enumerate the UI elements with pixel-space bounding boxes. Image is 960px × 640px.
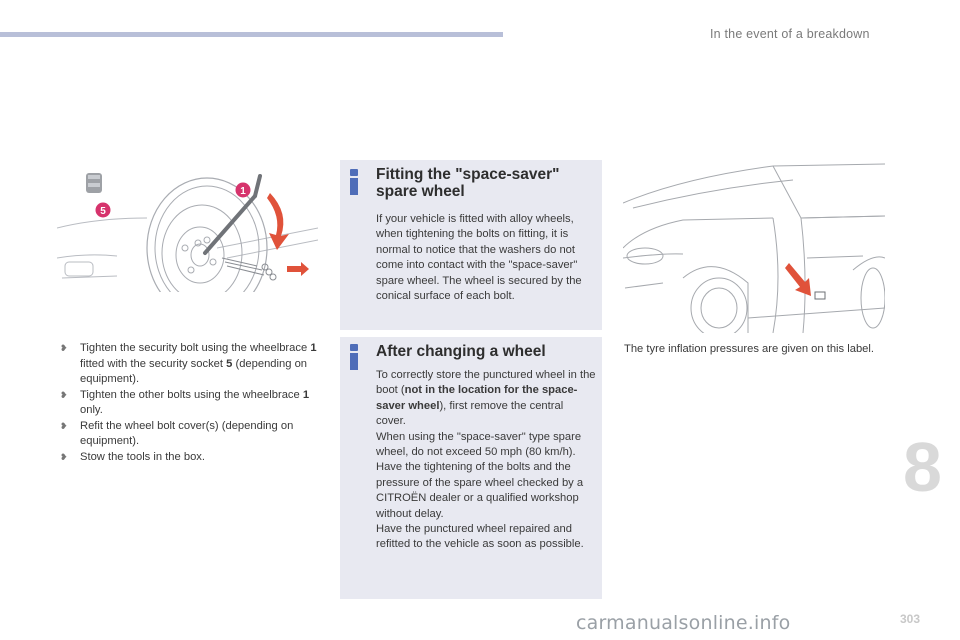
header-bar [0, 32, 503, 37]
info-icon [350, 169, 358, 195]
info-icon [350, 344, 358, 370]
box-title: Fitting the "space-saver" spare wheel [376, 166, 560, 200]
bullet-arrow-icon: ❥ [60, 451, 68, 462]
chapter-number: 8 [903, 428, 942, 506]
list-item: ❥ Stow the tools in the box. [60, 450, 322, 466]
list-item: ❥ Refit the wheel bolt cover(s) (depending on equipment). [60, 419, 294, 447]
bullet-arrow-icon: ❥ [60, 420, 68, 431]
callout-1-label: 1 [240, 186, 246, 197]
info-box-after-changing-wheel [340, 337, 602, 599]
box-title: After changing a wheel [376, 343, 546, 360]
list-item: ❥ Tighten the security bolt using the wheelbrace 1 fitted with the security socket 5 (depending on equipment). [60, 342, 317, 385]
car-label-illustration [623, 158, 885, 333]
bullet-arrow-icon: ❥ [60, 389, 68, 400]
info-box-fitting-spare-wheel [340, 160, 602, 330]
box-body: To correctly store the punctured wheel in the boot (not in the location for the space-saver wheel), first remove the central cover. When using the "space-saver" type spare wheel, do not exceed 50 mph (80 km/h). Have the tightening of the bolts and the pressure of the spare wheel checked by a CITROËN dealer or a qualified workshop without delay. Have the punctured wheel repaired and refitted to the vehicle as soon as possible. [376, 369, 596, 551]
watermark: carmanualsonline.info [576, 612, 791, 634]
label-caption: The tyre inflation pressures are given on this label. [624, 343, 874, 355]
callout-5-label: 5 [100, 206, 106, 217]
steps-list [60, 341, 322, 465]
box-body: If your vehicle is fitted with alloy wheels, when tightening the bolts on fitting, it is normal to notice that the washers do not come into contact with the "space-saver" spare wheel. The wheel is secured by the conical surface of each bolt. [376, 213, 582, 303]
bullet-arrow-icon: ❥ [60, 343, 68, 353]
wheel-bolt-illustration [57, 158, 318, 292]
list-item: ❥ Tighten the other bolts using the wheelbrace 1 only. [60, 388, 310, 416]
page-number: 303 [900, 612, 921, 626]
section-title: In the event of a breakdown [710, 27, 870, 41]
